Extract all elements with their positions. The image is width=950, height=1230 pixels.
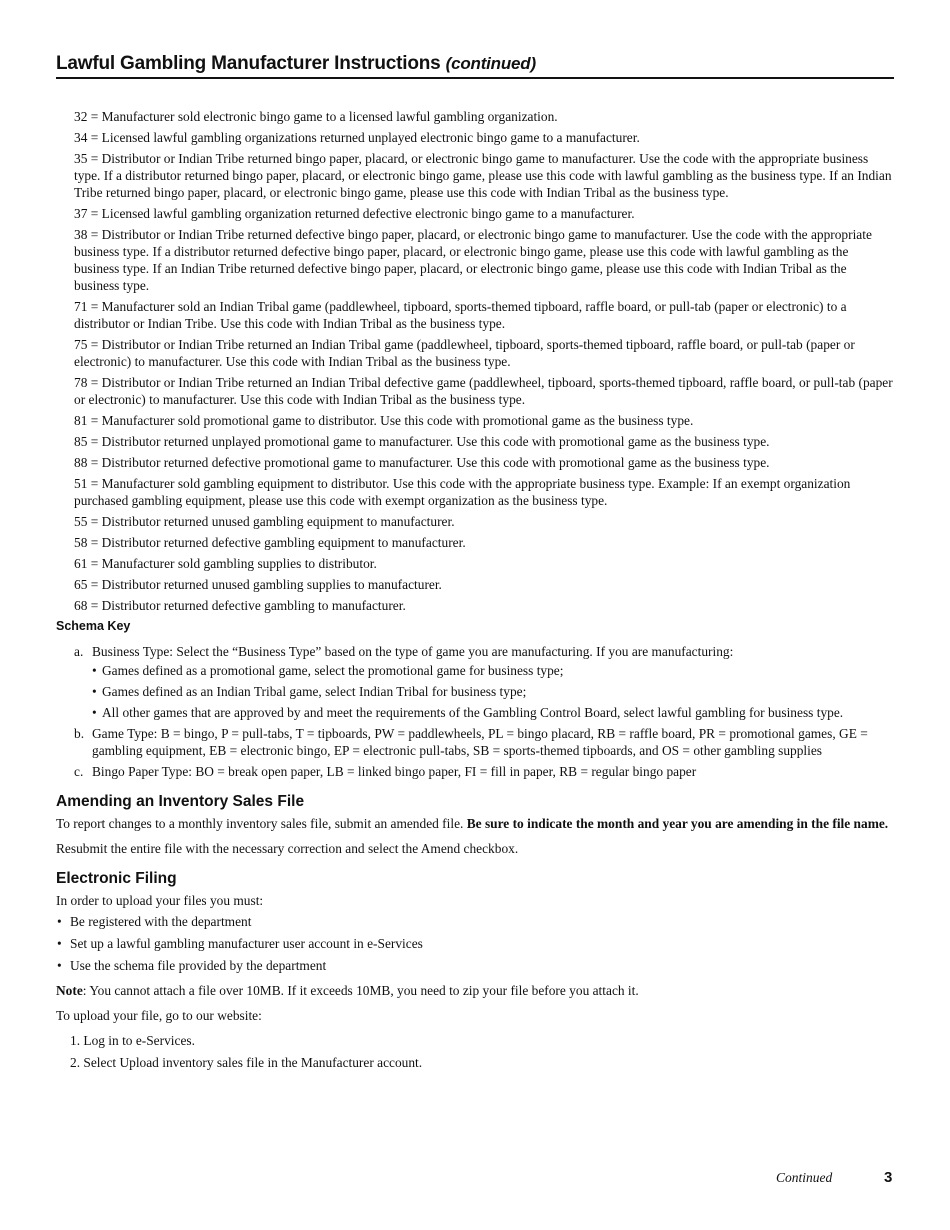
code-item: 61 = Manufacturer sold gambling supplies to distributor. — [74, 556, 377, 571]
title-continued: (continued) — [445, 54, 536, 73]
requirement-item: • Set up a lawful gambling manufacturer user account in e-Services — [56, 935, 894, 952]
transaction-code-list — [56, 108, 894, 614]
page-title — [56, 52, 894, 76]
schema-item-text: Bingo Paper Type: BO = break open paper, LB = linked bingo paper, FI = fill in paper, RB = regular bingo paper — [92, 764, 697, 779]
code-item: 75 = Distributor or Indian Tribe returned an Indian Tribal game (paddlewheel, tipboard, sports-themed tipboard, raffle board, or pull-tab (paper or electronic) to manufacturer. Use this code with Indian Tribal as the business type. — [74, 337, 855, 369]
schema-item-marker: b. — [74, 726, 85, 741]
schema-key-heading: Schema Key — [56, 619, 131, 633]
code-item: 78 = Distributor or Indian Tribe returned an Indian Tribal defective game (paddlewheel, tipboard, sports-themed tipboard, raffle board, or pull-tab (paper or electronic) to manufacturer. Use this code with Indian Tribal as the business type. — [74, 375, 893, 407]
amending-text: To report changes to a monthly inventory sales file, submit an amended file. — [56, 816, 467, 831]
code-item: 65 = Distributor returned unused gambling supplies to manufacturer. — [74, 577, 442, 592]
code-item: 88 = Distributor returned defective promotional game to manufacturer. Use this code with promotional game as the business type. — [74, 455, 770, 470]
schema-item-marker: a. — [74, 644, 84, 659]
code-item: 37 = Licensed lawful gambling organization returned defective electronic bingo game to a manufacturer. — [74, 206, 635, 221]
code-item: 85 = Distributor returned unplayed promotional game to manufacturer. Use this code with promotional game as the business type. — [74, 434, 770, 449]
code-item: 51 = Manufacturer sold gambling equipment to distributor. Use this code with the appropriate business type. Example: If an exempt organization purchased gambling equipment, please use this code with exempt organization as the business type. — [74, 476, 851, 508]
efiling-intro: In order to upload your files you must: — [56, 893, 264, 908]
schema-item-bingo-paper-type — [74, 763, 894, 780]
schema-item-game-type — [74, 725, 894, 759]
amending-heading: Amending an Inventory Sales File — [56, 793, 305, 810]
schema-item-text: Business Type: Select the “Business Type” based on the type of game you are manufacturing. If you are manufacturing: — [92, 644, 734, 659]
schema-item-text: Game Type: B = bingo, P = pull-tabs, T = tipboards, PW = paddlewheels, PL = bingo placard, RB = raffle board, PR = promotional games, GE = gambling equipment, EB = electronic bingo, EP = electronic pull-tabs, SB = sports-themed tipboards, and OS = other gambling supplies — [92, 726, 868, 758]
title-text: Lawful Gambling Manufacturer Instructions — [56, 53, 441, 74]
note-label: Note — [56, 983, 83, 998]
requirement-item: • Use the schema file provided by the department — [56, 957, 894, 974]
schema-key-list — [56, 643, 894, 780]
note-paragraph — [56, 982, 894, 999]
resubmit-paragraph: Resubmit the entire file with the necessary correction and select the Amend checkbox. — [56, 841, 519, 856]
code-item: 71 = Manufacturer sold an Indian Tribal game (paddlewheel, tipboard, sports-themed tipboard, raffle board, or pull-tab (paper or electronic) to a distributor or Indian Tribe. Use this code with Indian Tribal as the business type. — [74, 299, 847, 331]
code-item: 32 = Manufacturer sold electronic bingo game to a licensed lawful gambling organization. — [74, 109, 558, 124]
footer-continued: Continued — [776, 1170, 833, 1185]
note-text: : You cannot attach a file over 10MB. If it exceeds 10MB, you need to zip your file before you attach it. — [82, 983, 639, 998]
code-item: 58 = Distributor returned defective gambling equipment to manufacturer. — [74, 535, 466, 550]
upload-step: 1. Log in to e-Services. — [70, 1033, 195, 1048]
amending-emphasis: Be sure to indicate the month and year you are amending in the file name. — [466, 816, 889, 831]
requirement-item: • Be registered with the department — [56, 913, 894, 930]
upload-steps — [56, 1032, 894, 1071]
code-item: 38 = Distributor or Indian Tribe returned defective bingo paper, placard, or electronic bingo game to manufacturer. Use the code with the appropriate business type. If a distributor returned defective bingo paper, placard, or electronic bingo game, please use this code with lawful gambling as the business type. If an Indian Tribe returned defective bingo paper, placard, or electronic bingo game, please use this code with Indian Tribal as the business type. — [74, 227, 872, 293]
upload-step: 2. Select Upload inventory sales file in the Manufacturer account. — [70, 1055, 423, 1070]
business-type-bullets — [92, 662, 894, 721]
schema-item-business-type — [74, 643, 894, 721]
page-header — [56, 52, 894, 79]
code-item: 55 = Distributor returned unused gambling equipment to manufacturer. — [74, 514, 455, 529]
schema-item-marker: c. — [74, 764, 84, 779]
code-item: 35 = Distributor or Indian Tribe returned bingo paper, placard, or electronic bingo game to manufacturer. Use the code with the appropriate business type. If a distributor returned bingo paper, placard, or electronic bingo game, please use this code with lawful gambling as the business type. If an Indian Tribe returned bingo paper, placard, or electronic bingo game, please use this code with Indian Tribal as the business type. — [74, 151, 892, 200]
upload-intro: To upload your file, go to our website: — [56, 1008, 262, 1023]
code-item: 68 = Distributor returned defective gambling to manufacturer. — [74, 598, 406, 613]
bullet-item: • All other games that are approved by and meet the requirements of the Gambling Control Board, select lawful gambling for business type. — [92, 704, 894, 721]
efiling-requirements — [56, 913, 894, 974]
code-item: 34 = Licensed lawful gambling organizations returned unplayed electronic bingo game to a manufacturer. — [74, 130, 640, 145]
electronic-filing-heading: Electronic Filing — [56, 870, 177, 887]
bullet-item: • Games defined as an Indian Tribal game, select Indian Tribal for business type; — [92, 683, 894, 700]
page-number: 3 — [884, 1169, 893, 1186]
code-item: 81 = Manufacturer sold promotional game to distributor. Use this code with promotional game as the business type. — [74, 413, 694, 428]
bullet-item: • Games defined as a promotional game, select the promotional game for business type; — [92, 662, 894, 679]
page-content — [56, 108, 894, 1076]
amending-paragraph — [56, 815, 894, 832]
document-page — [56, 0, 894, 1230]
